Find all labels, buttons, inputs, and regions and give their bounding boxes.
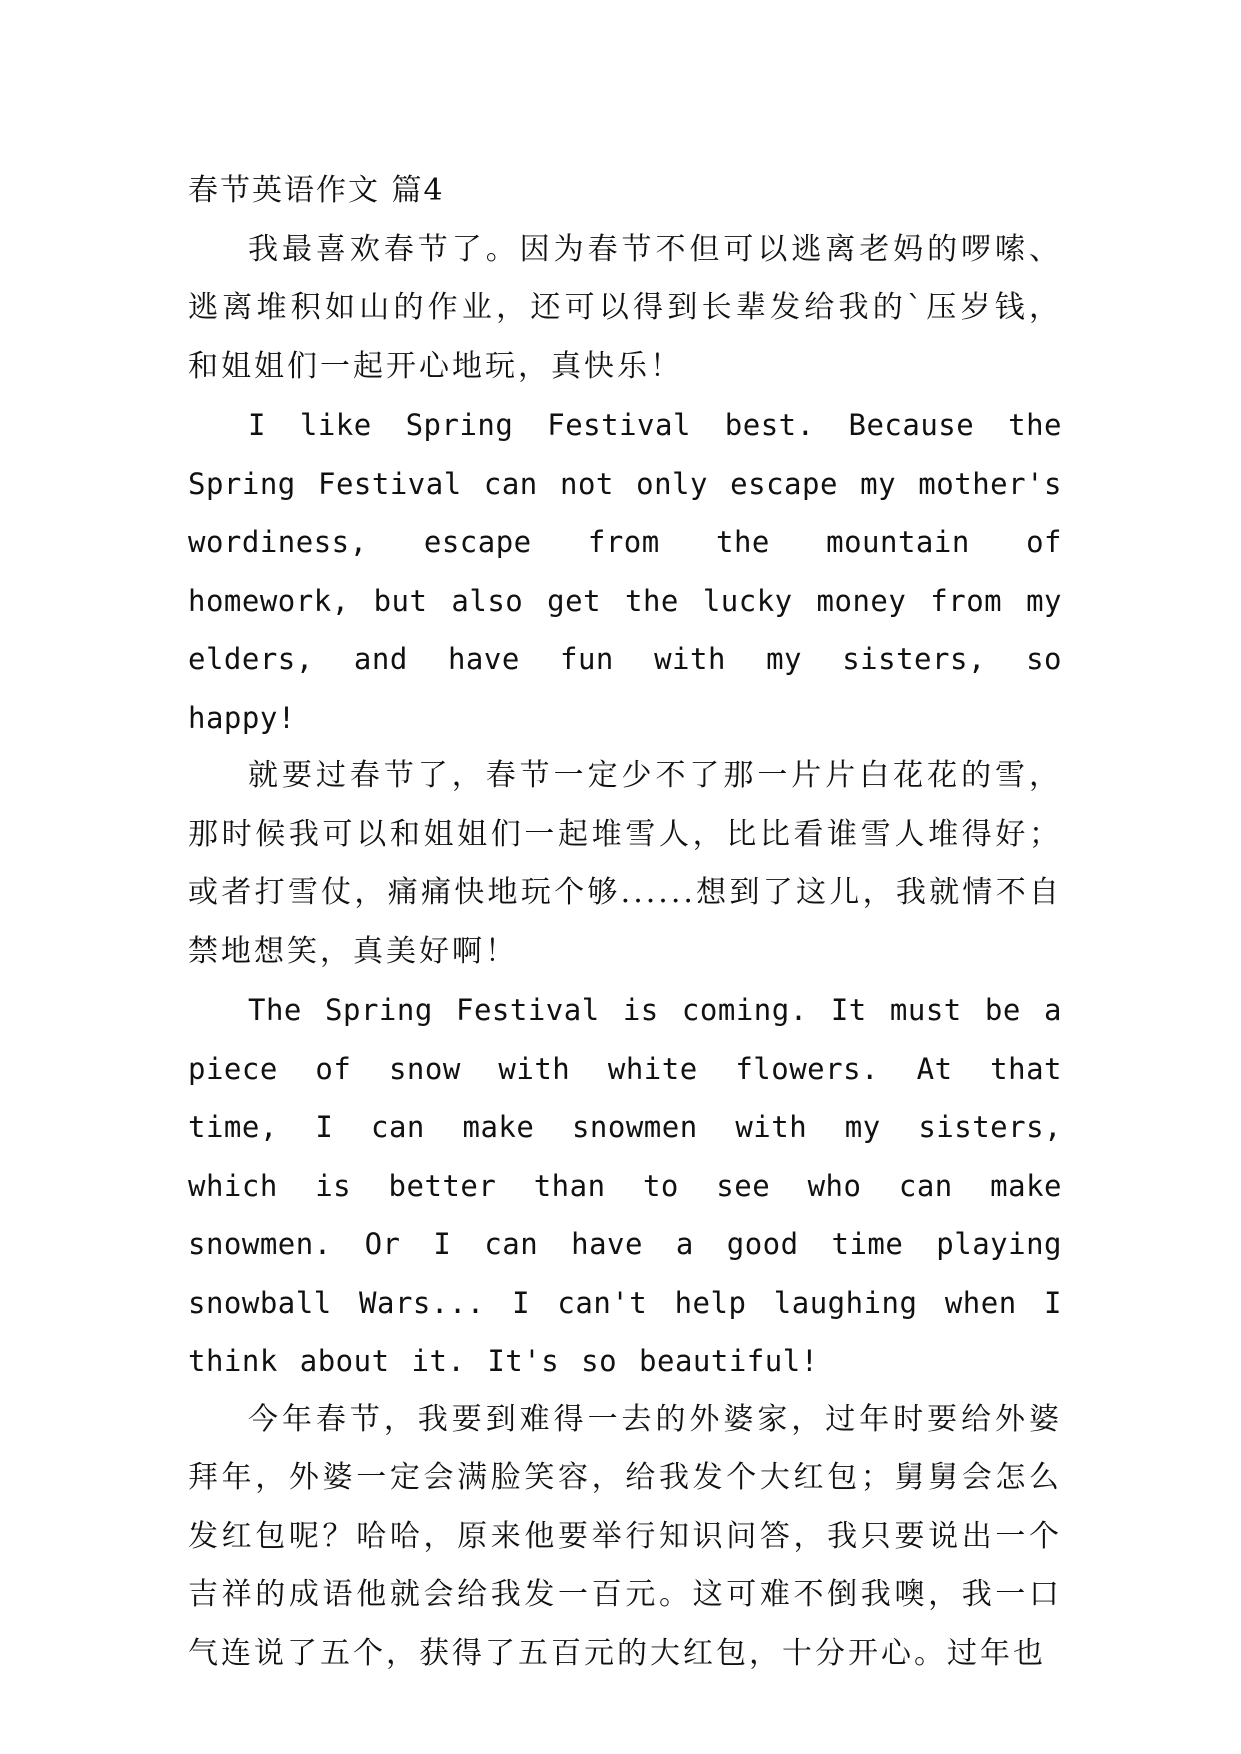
paragraph-english-2: The Spring Festival is coming. It must be a piece of snow with white flowers. At that time, I can make snowmen with my sisters, which is better than to see who can make snowmen. Or I can have a good time playing snowball Wars... I can't help laughing when I think about it. It's so beautiful! <box>188 993 1062 1378</box>
essay-title: 春节英语作文 篇4 <box>188 173 445 208</box>
paragraph-chinese-1: 我最喜欢春节了。因为春节不但可以逃离老妈的啰嗦、逃离堆积如山的作业，还可以得到长辈发给我的`压岁钱，和姐姐们一起开心地玩，真快乐！ <box>188 231 1062 384</box>
paragraph-english-1: I like Spring Festival best. Because the Spring Festival can not only escape my mother's wordiness, escape from the mountain of homework, but also get the lucky money from my elders, and have fun with my sisters, so happy! <box>188 408 1062 735</box>
paragraph-chinese-3: 今年春节，我要到难得一去的外婆家，过年时要给外婆拜年，外婆一定会满脸笑容，给我发个大红包；舅舅会怎么发红包呢？哈哈，原来他要举行知识问答，我只要说出一个吉祥的成语他就会给我发一百元。这可难不倒我噢，我一口气连说了五个，获得了五百元的大红包，十分开心。过年也 <box>188 1401 1062 1671</box>
paragraph-chinese-2: 就要过春节了，春节一定少不了那一片片白花花的雪，那时候我可以和姐姐们一起堆雪人，比比看谁雪人堆得好；或者打雪仗，痛痛快地玩个够......想到了这儿，我就情不自禁地想笑，真美好啊！ <box>188 758 1062 969</box>
document-body <box>188 162 1062 1683</box>
